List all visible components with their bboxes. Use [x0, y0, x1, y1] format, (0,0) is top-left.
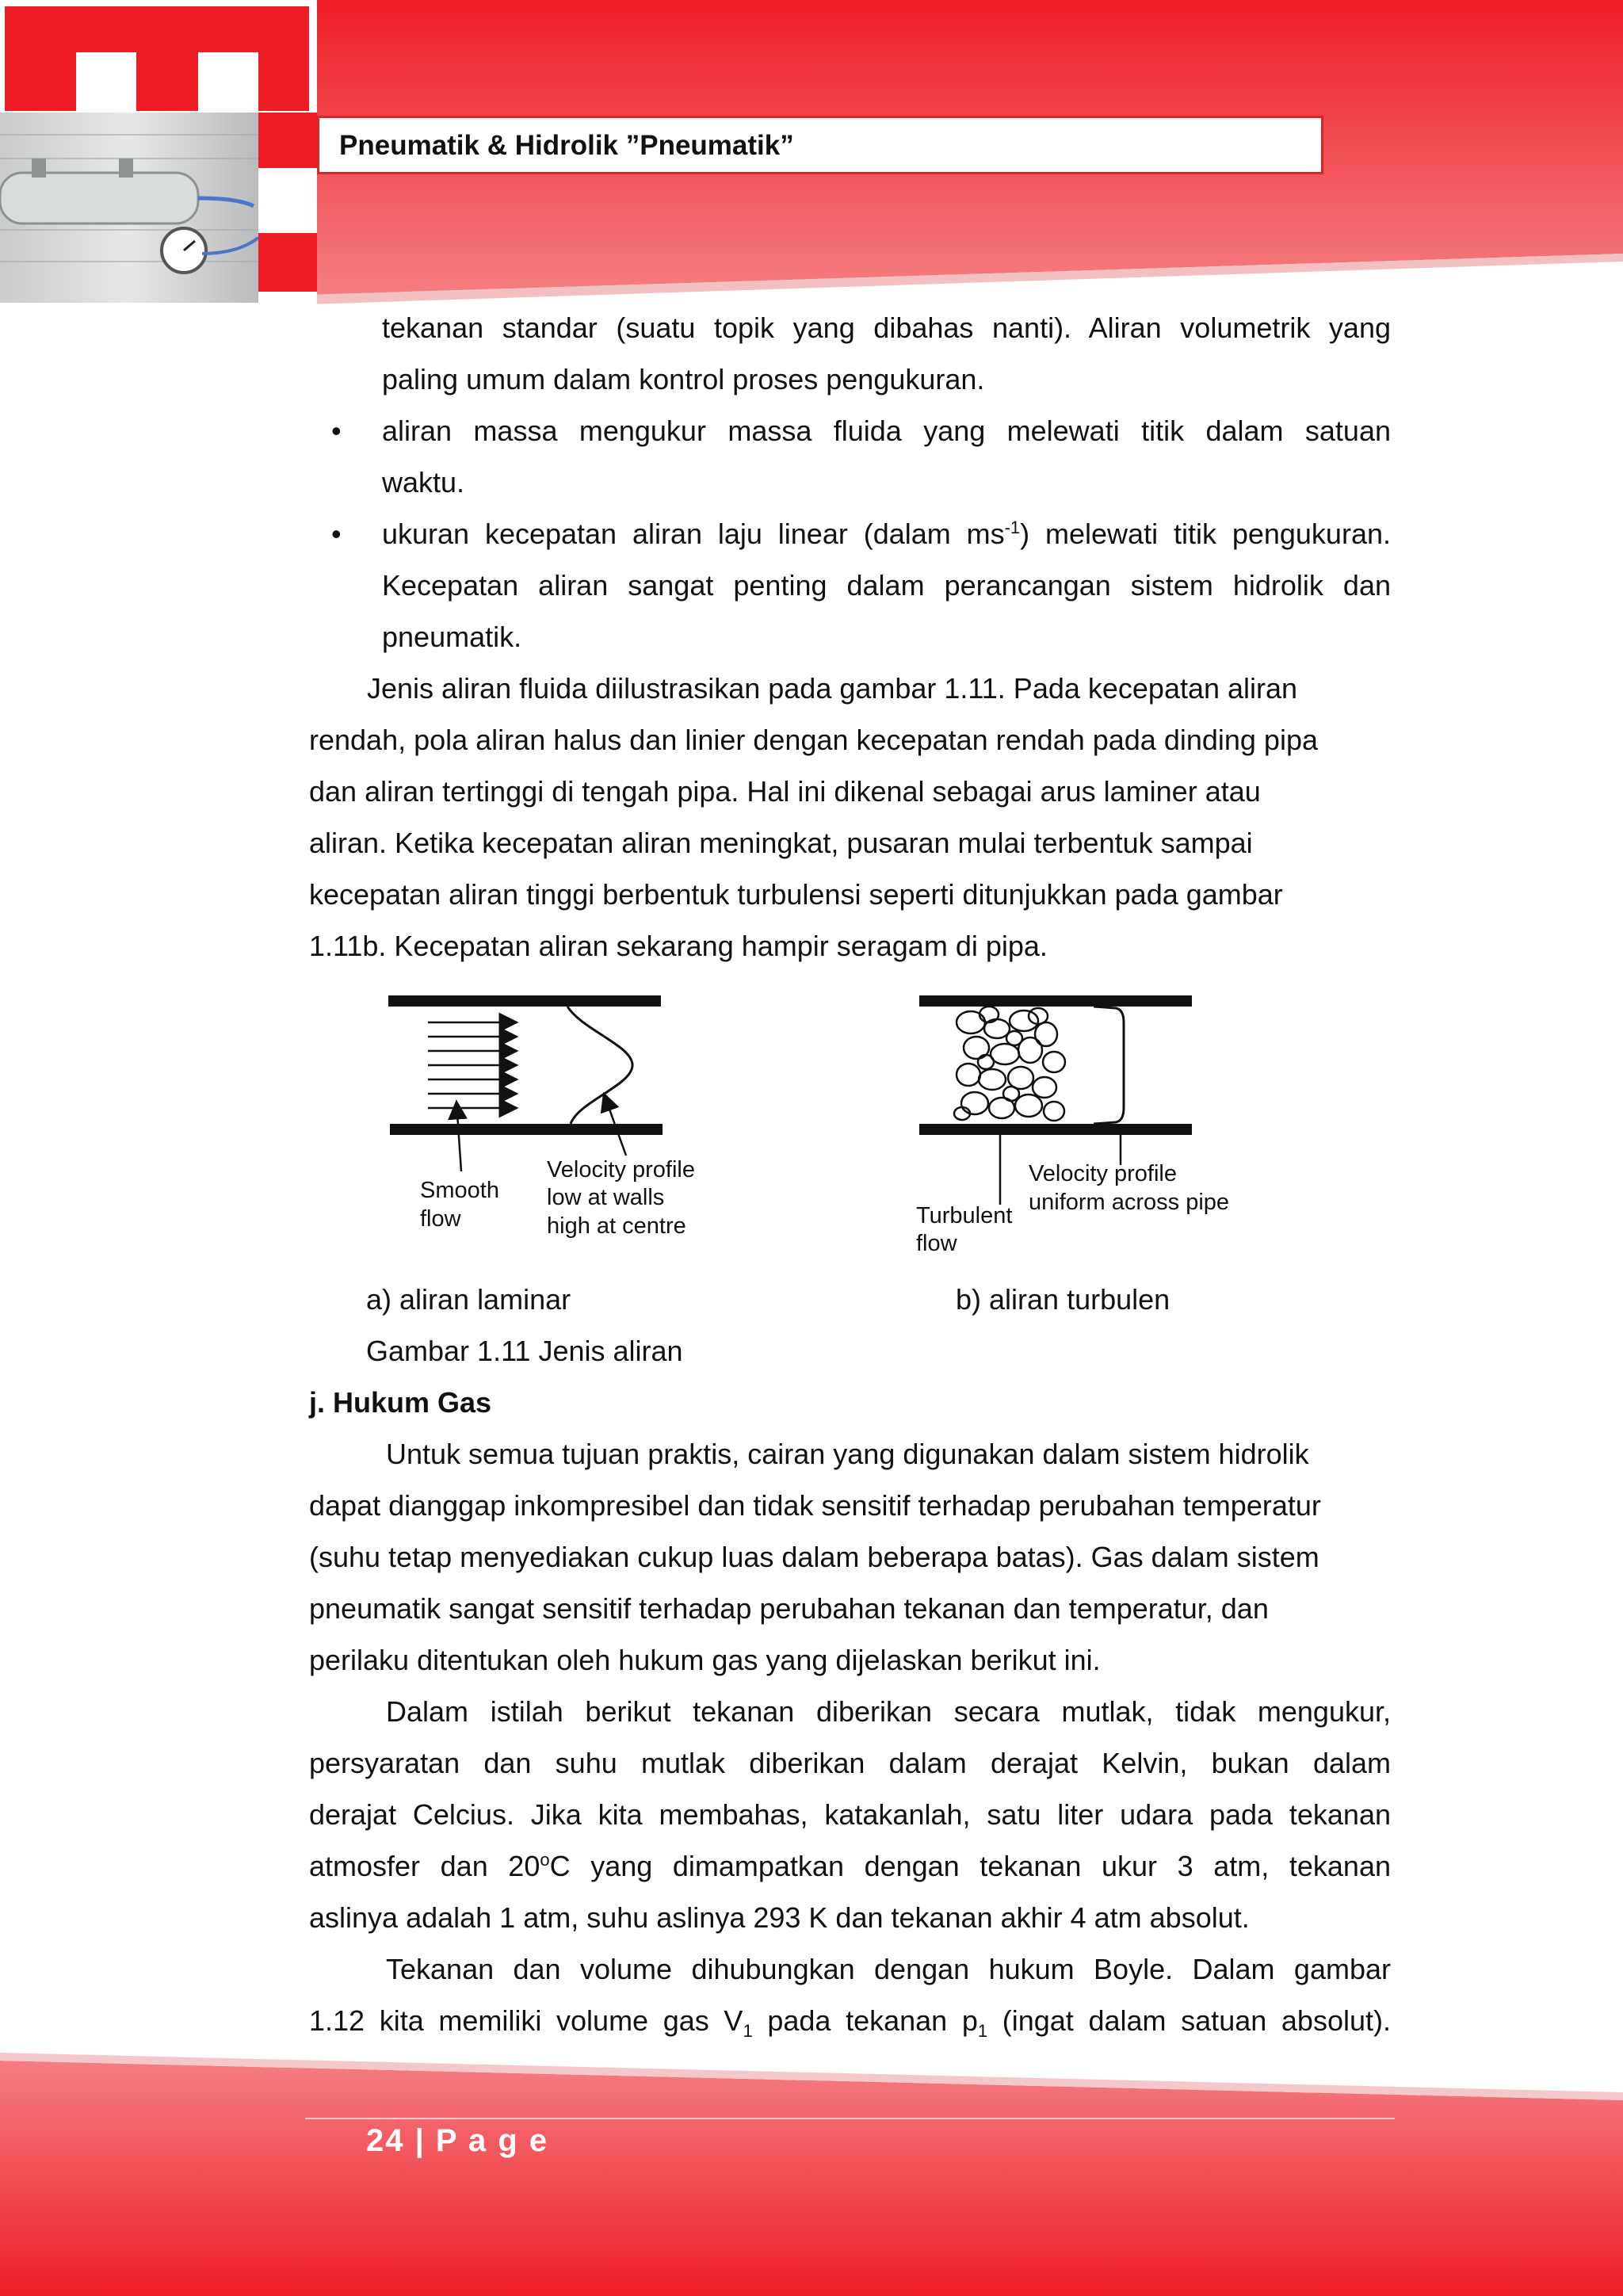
text-line: paling umum dalam kontrol proses pengukuran. — [382, 363, 985, 395]
text-run: 1.12 kita memiliki volume gas V — [309, 2004, 743, 2037]
text-run: (ingat dalam satuan absolut). — [987, 2004, 1391, 2037]
label-velocity-profile: Velocity profile — [1029, 1161, 1177, 1186]
text-run: ) melewati titik pengukuran. — [1020, 518, 1391, 550]
text-line: Tekanan dan volume dihubungkan dengan hukum Boyle. Dalam gambar — [386, 1953, 1391, 1985]
text-run: C yang dimampatkan dengan tekanan ukur 3 atm, tekanan — [549, 1850, 1391, 1882]
text-line: pneumatik. — [382, 621, 522, 653]
bullet-icon: • — [331, 518, 342, 550]
text-line — [309, 1995, 1391, 2046]
label-turbulent-flow: flow — [916, 1231, 957, 1256]
superscript: -1 — [1004, 518, 1021, 537]
bullet-item — [382, 508, 1391, 611]
text-line: Jenis aliran fluida diilustrasikan pada gambar 1.11. Pada kecepatan aliran — [367, 672, 1298, 705]
subscript: 1 — [977, 2021, 988, 2042]
page-number-value: 24 — [366, 2123, 405, 2158]
text-line: Kecepatan aliran sangat penting dalam perancangan sistem hidrolik dan — [382, 569, 1391, 602]
section-heading: j. Hukum Gas — [309, 1386, 492, 1419]
page-number — [366, 2123, 548, 2159]
text-line: pneumatik sangat sensitif terhadap perubahan tekanan dan temperatur, dan — [309, 1592, 1269, 1625]
label-velocity-profile: high at centre — [547, 1213, 686, 1239]
text-line: aliran massa mengukur massa fluida yang melewati titik dalam satuan — [382, 415, 1391, 447]
text-line: derajat Celcius. Jika kita membahas, katakanlah, satu liter udara pada tekanan — [309, 1798, 1391, 1831]
label-velocity-profile: uniform across pipe — [1029, 1190, 1230, 1215]
footer-divider — [305, 2118, 1395, 2119]
text-line: persyaratan dan suhu mutlak diberikan dalam derajat Kelvin, bukan dalam — [309, 1747, 1391, 1779]
laminar-diagram — [388, 995, 695, 1239]
paragraph-boyle — [309, 1943, 1391, 2046]
text-line: Untuk semua tujuan praktis, cairan yang digunakan dalam sistem hidrolik — [386, 1438, 1309, 1470]
text-line: 1.11b. Kecepatan aliran sekarang hampir seragam di pipa. — [309, 930, 1048, 962]
paragraph-continuation — [382, 302, 1391, 353]
text-line: (suhu tetap menyediakan cukup luas dalam beberapa batas). Gas dalam sistem — [309, 1541, 1319, 1573]
bullet-item — [382, 405, 1391, 457]
text-line: dapat dianggap inkompresibel dan tidak sensitif terhadap perubahan temperatur — [309, 1489, 1321, 1522]
bullet-icon: • — [331, 415, 342, 447]
caption-a: a) aliran laminar — [366, 1283, 571, 1316]
text-line: aliran. Ketika kecepatan aliran meningkat, pusaran mulai terbentuk sampai — [309, 827, 1253, 859]
paragraph-gas-law-intro — [309, 1428, 1391, 1686]
paragraph-flow-types — [309, 663, 1391, 972]
subscript: 1 — [743, 2021, 753, 2042]
text-line: rendah, pola aliran halus dan linier dengan kecepatan rendah pada dinding pipa — [309, 724, 1318, 756]
text-run: ukuran kecepatan aliran laju linear (dalam ms — [382, 518, 1005, 550]
figure-caption: Gambar 1.11 Jenis aliran — [366, 1335, 683, 1367]
caption-b: b) aliran turbulen — [956, 1283, 1170, 1316]
text-run: pada tekanan p — [752, 2004, 978, 2037]
text-line — [382, 508, 1391, 560]
text-line — [309, 1840, 1391, 1892]
header-title: Pneumatik & Hidrolik ”Pneumatik” — [339, 130, 794, 161]
paragraph-absolute-terms — [309, 1686, 1391, 1943]
text-run: atmosfer dan 20 — [309, 1850, 540, 1882]
flow-figure — [0, 983, 1623, 1268]
text-line: tekanan standar (suatu topik yang dibahas nanti). Aliran volumetrik yang — [382, 311, 1391, 344]
label-turbulent-flow: Turbulent — [916, 1203, 1013, 1228]
text-line: perilaku ditentukan oleh hukum gas yang dijelaskan berikut ini. — [309, 1644, 1101, 1676]
turbulent-diagram — [916, 995, 1229, 1256]
text-line: waktu. — [382, 466, 465, 499]
text-line: kecepatan aliran tinggi berbentuk turbulensi seperti ditunjukkan pada gambar — [309, 878, 1283, 911]
text-line: Dalam istilah berikut tekanan diberikan secara mutlak, tidak mengukur, — [386, 1695, 1391, 1728]
text-line: aslinya adalah 1 atm, suhu aslinya 293 K dan tekanan akhir 4 atm absolut. — [309, 1901, 1250, 1934]
label-smooth-flow: flow — [420, 1206, 461, 1232]
text-line: dan aliran tertinggi di tengah pipa. Hal ini dikenal sebagai arus laminer atau — [309, 775, 1261, 808]
label-smooth-flow: Smooth — [420, 1178, 499, 1203]
page-label: | P a g e — [404, 2123, 549, 2158]
footer-banner — [0, 2053, 1623, 2296]
superscript: o — [540, 1850, 550, 1870]
label-velocity-profile: Velocity profile — [547, 1157, 695, 1182]
label-velocity-profile: low at walls — [547, 1185, 665, 1210]
